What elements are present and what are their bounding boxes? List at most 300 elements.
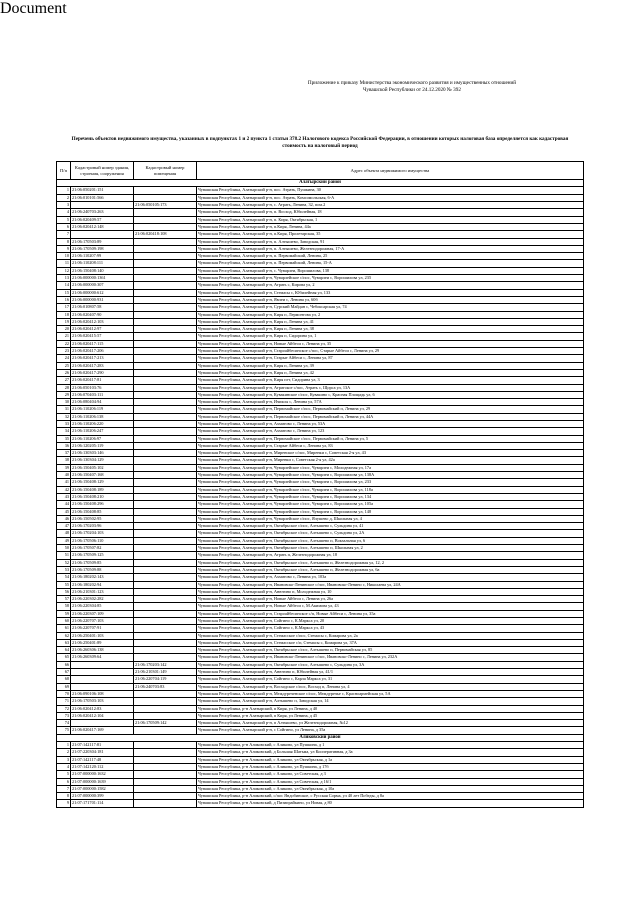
row-number: 38 <box>57 457 71 464</box>
row-number: 1 <box>57 187 71 194</box>
row-number: 15 <box>57 289 71 296</box>
table-row <box>57 742 584 749</box>
premise-cadastral-number <box>134 457 197 464</box>
table-row <box>57 683 584 690</box>
building-cadastral-number: 21:06:020417:115 <box>71 340 134 347</box>
building-cadastral-number: 21:06:020412:103 <box>71 318 134 325</box>
address: Чувашская Республика, Алатырский р-н, Октябрьское с/пос, Алтышево п, Школьная ул, 2 <box>197 545 584 552</box>
premise-cadastral-number <box>134 275 197 282</box>
address: Чувашская Республика, Алатырский р-н, п. Первомайский, Ленина, 15-А <box>197 260 584 267</box>
table-row <box>57 275 584 282</box>
premise-cadastral-number <box>134 647 197 654</box>
address: Чувашская Республика, Алатырский р-н, Анютино п, Юбилейная ул, 41/1 <box>197 669 584 676</box>
building-cadastral-number: 21:06:150408:189 <box>71 486 134 493</box>
col-header-premise: Кадастровый номер помещения <box>134 162 197 180</box>
premise-cadastral-number <box>134 552 197 559</box>
address: Чувашская Республика, Алатырский р-н, Анютино п, Молодежная ул, 10 <box>197 588 584 595</box>
premise-cadastral-number <box>134 369 197 376</box>
table-row <box>57 472 584 479</box>
premise-cadastral-number <box>134 690 197 697</box>
premise-cadastral-number <box>134 209 197 216</box>
row-number: 6 <box>57 223 71 230</box>
address: Чувашская Республика, Алатырский р-н, п. Алтышево, Заводская, 91 <box>197 238 584 245</box>
table-row <box>57 486 584 493</box>
table-row <box>57 296 584 303</box>
address: Чувашская Республика, Алатырский р-н, Ичиксы с, Ленина ул, 57А <box>197 399 584 406</box>
building-cadastral-number: 21:06:150408:210 <box>71 493 134 500</box>
table-row <box>57 720 584 727</box>
table-row <box>57 639 584 646</box>
address: Чувашская Республика, Алатырский р-н, Чуварлейское с/пос, Чуварлеи с, Ворошилова ул, 138А <box>197 472 584 479</box>
premise-cadastral-number <box>134 340 197 347</box>
address: Чувашская Республика, Алатырский р-н, Чуварлейское с/пос, Ялушево д, Школьная ул, 4 <box>197 515 584 522</box>
row-number: 35 <box>57 435 71 442</box>
address: Чувашская Республика, Алатырский р-н, Октябрьское с/пос, Алтышево п, Вокзальная ул, 6 <box>197 537 584 544</box>
row-number: 2 <box>57 749 71 756</box>
address: Чувашская Республика, Алатырский р-н, Новые Айбеси с, М.Акимова ул, 43 <box>197 603 584 610</box>
table-row <box>57 399 584 406</box>
premise-cadastral-number <box>134 355 197 362</box>
table-row <box>57 625 584 632</box>
building-cadastral-number: 21:06:050103:76 <box>71 384 134 391</box>
premise-cadastral-number <box>134 742 197 749</box>
row-number: 61 <box>57 625 71 632</box>
table-row <box>57 479 584 486</box>
address: Чувашская Республика, Алатырский р-н, Новые Айбеси с, Ленина ул, 35 <box>197 340 584 347</box>
building-cadastral-number: 21:06:020417:283 <box>71 362 134 369</box>
address: Чувашская Республика, Алатырский р-н, Старые Айбеси с, Ленина ул, 83 <box>197 442 584 449</box>
table-row <box>57 654 584 661</box>
premise-cadastral-number <box>134 618 197 625</box>
row-number: 47 <box>57 523 71 530</box>
building-cadastral-number: 21:06:220707:103 <box>71 618 134 625</box>
row-number: 50 <box>57 545 71 552</box>
building-cadastral-number: 21:06:170203:96 <box>71 523 134 530</box>
building-cadastral-number <box>71 231 134 238</box>
building-cadastral-number: 21:06:020417:213 <box>71 355 134 362</box>
premise-cadastral-number <box>134 245 197 252</box>
table-row <box>57 508 584 515</box>
row-number: 22 <box>57 340 71 347</box>
premise-cadastral-number <box>134 296 197 303</box>
building-cadastral-number: 21:06:000000:1361 <box>71 275 134 282</box>
table-row <box>57 318 584 325</box>
premise-cadastral-number <box>134 267 197 274</box>
row-number: 3 <box>57 756 71 763</box>
building-cadastral-number: 21:06:020412:148 <box>71 223 134 230</box>
building-cadastral-number: 21:06:170506:110 <box>71 537 134 544</box>
address: Чувашская Республика, Алатырский р-н, Явлеи с, Ленина ул, 60б <box>197 296 584 303</box>
table-row <box>57 333 584 340</box>
building-cadastral-number: 21:07:171701:114 <box>71 800 134 807</box>
address: Чувашская Республика, Алатырский р-н, пос. Атрать, Пушкина, 30 <box>197 187 584 194</box>
table-row <box>57 420 584 427</box>
table-row <box>57 187 584 194</box>
table-body <box>57 180 584 808</box>
table-row <box>57 355 584 362</box>
row-number: 3 <box>57 202 71 209</box>
premise-cadastral-number: 21:06:170509:142 <box>134 720 197 727</box>
premise-cadastral-number <box>134 486 197 493</box>
building-cadastral-number: 21:06:020407:90 <box>71 311 134 318</box>
address: Чувашская Республика, Алатырский р-н, Чуварлейское с/пос, Чуварлеи с, Ворошилова ул, 118а <box>197 486 584 493</box>
building-cadastral-number: 21:06:150408:129 <box>71 479 134 486</box>
premise-cadastral-number <box>134 223 197 230</box>
address: Чувашская Республика, Алатырский р-н, пос. Атрать, Комсомольская, 6-А <box>197 194 584 201</box>
premise-cadastral-number <box>134 712 197 719</box>
building-cadastral-number: 21:06:010101:566 <box>71 194 134 201</box>
table-row <box>57 537 584 544</box>
table-row <box>57 763 584 770</box>
table-row <box>57 501 584 508</box>
table-row <box>57 771 584 778</box>
row-number: 63 <box>57 639 71 646</box>
row-number: 66 <box>57 661 71 668</box>
table-row <box>57 530 584 537</box>
address: Чувашская Республика, Алатырский р-н, Первомайское с/пос, Первомайский п, Ленина ул, 29 <box>197 406 584 413</box>
premise-cadastral-number <box>134 493 197 500</box>
document-page <box>0 18 640 922</box>
address: Чувашская Республика, Алатырский р-н, Сойгино с, Карла Маркса ул, 31 <box>197 676 584 683</box>
address: Чувашская Республика, Алатырский р-н, Атрать п, Железнодорожная ул, 18 <box>197 552 584 559</box>
premise-cadastral-number <box>134 588 197 595</box>
premise-cadastral-number <box>134 377 197 384</box>
table-row <box>57 304 584 311</box>
table-row <box>57 515 584 522</box>
row-number: 57 <box>57 596 71 603</box>
table-row <box>57 406 584 413</box>
premise-cadastral-number <box>134 464 197 471</box>
row-number: 53 <box>57 566 71 573</box>
table-row <box>57 785 584 792</box>
row-number: 43 <box>57 493 71 500</box>
premise-cadastral-number <box>134 428 197 435</box>
table-row <box>57 588 584 595</box>
table-row <box>57 245 584 252</box>
table-row <box>57 749 584 756</box>
address: Чувашская Республика, Алатырский р-н, Киря п, Лермонтова ул, 2 <box>197 311 584 318</box>
table-row <box>57 428 584 435</box>
address: Чувашская Республика, Алатырский р-н, п. Киря, Октябрьская, 1 <box>197 216 584 223</box>
row-number: 4 <box>57 763 71 770</box>
address: Чувашская Республика, Алатырский р-н, Чуварлейское с/пос, Чуварлеи с, Ворошилова ул, 105а <box>197 501 584 508</box>
district-name: Алатырский район <box>57 180 584 187</box>
premise-cadastral-number <box>134 559 197 566</box>
building-cadastral-number: 21:06:170509:125 <box>71 552 134 559</box>
document-header <box>262 80 562 93</box>
row-number: 41 <box>57 479 71 486</box>
address: Чувашская Республика, Алатырский р-н, Сойгино с, К.Маркса ул, 43 <box>197 625 584 632</box>
building-cadastral-number: 21:07:220304:181 <box>71 749 134 756</box>
table-row <box>57 450 584 457</box>
building-cadastral-number: 21:06:120205:119 <box>71 442 134 449</box>
address: Чувашская Республика, р-н Аликовский, с Аликово, ул Советская, д 3 <box>197 771 584 778</box>
table-row <box>57 676 584 683</box>
premise-cadastral-number <box>134 610 197 617</box>
table-row <box>57 369 584 376</box>
address: Чувашская Республика, Алатырский р-н, п.Киря, Ленина, 44а <box>197 223 584 230</box>
property-table <box>56 161 584 808</box>
building-cadastral-number: 21:06:050201:151 <box>71 187 134 194</box>
premise-cadastral-number: 21:06:020418:108 <box>134 231 197 238</box>
building-cadastral-number: 21:06:150408:296 <box>71 501 134 508</box>
row-number: 12 <box>57 267 71 274</box>
premise-cadastral-number <box>134 311 197 318</box>
building-cadastral-number: 21:07:142120:112 <box>71 763 134 770</box>
row-number: 40 <box>57 472 71 479</box>
building-cadastral-number: 21:06:170509:85 <box>71 559 134 566</box>
address: Чувашская Республика, Алатырский р-н, Первомайское с/пос, Первомайский п, Ленина ул, 44А <box>197 413 584 420</box>
premise-cadastral-number <box>134 537 197 544</box>
address: Чувашская Республика, Алатырский р-н, Октябрьское с/пос, Алтышево с, Сульдина ул, 3А <box>197 661 584 668</box>
premise-cadastral-number <box>134 187 197 194</box>
table-row <box>57 523 584 530</box>
table-row <box>57 289 584 296</box>
premise-cadastral-number <box>134 785 197 792</box>
address: Чувашская Республика, Алатырский р-н, Киря п, Ленина ул, 39 <box>197 362 584 369</box>
address: Чувашская Республика, Алатырский р-н, п.Киря, Пролетарская, 35 <box>197 231 584 238</box>
building-cadastral-number: 21:06:110206:220 <box>71 420 134 427</box>
table-row <box>57 231 584 238</box>
address: Чувашская Республика, Алатырский р-н, п. Восход, Юбилейная, 18 <box>197 209 584 216</box>
row-number: 18 <box>57 311 71 318</box>
building-cadastral-number: 21:07:000000:1582 <box>71 785 134 792</box>
row-number: 71 <box>57 698 71 705</box>
table-row <box>57 238 584 245</box>
header-line-2: Чувашской Республики от 24.12.2020 № 392 <box>363 86 461 93</box>
building-cadastral-number: 21:06:090106:108 <box>71 690 134 697</box>
premise-cadastral-number <box>134 348 197 355</box>
table-row <box>57 712 584 719</box>
building-cadastral-number: 21:06:170509:88 <box>71 566 134 573</box>
row-number: 42 <box>57 486 71 493</box>
address: Чувашская Республика, Алатырский р-н, п. Первомайский, Ленина, 25 <box>197 253 584 260</box>
address: Чувашская Республика, р-н Аликовский, с Аликово, ул Октябрьская, д 10а <box>197 785 584 792</box>
table-row <box>57 705 584 712</box>
premise-cadastral-number <box>134 749 197 756</box>
building-cadastral-number: 21:06:150408:140 <box>71 267 134 274</box>
table-row <box>57 377 584 384</box>
address: Чувашская Республика, Алатырский р-н, Октябрьское с/пос, Алтышево п, Железнодорожная ул, 6а <box>197 566 584 573</box>
table-row <box>57 282 584 289</box>
table-row <box>57 698 584 705</box>
row-number: 54 <box>57 574 71 581</box>
address: Чувашская Республика, р-н Аликовский, с Аликово, ул Октябрьская, д 1а <box>197 756 584 763</box>
table-row <box>57 348 584 355</box>
building-cadastral-number: 21:06:110206:97 <box>71 435 134 442</box>
premise-cadastral-number <box>134 596 197 603</box>
premise-cadastral-number <box>134 384 197 391</box>
premise-cadastral-number <box>134 479 197 486</box>
premise-cadastral-number <box>134 515 197 522</box>
row-number: 33 <box>57 420 71 427</box>
premise-cadastral-number <box>134 238 197 245</box>
table-row <box>57 727 584 734</box>
premise-cadastral-number <box>134 282 197 289</box>
row-number: 4 <box>57 209 71 216</box>
table-row <box>57 596 584 603</box>
header-line-1: Приложение к приказу Министерства экономического развития и имущественных отношений <box>307 80 517 86</box>
building-cadastral-number: 21:07:142117:48 <box>71 756 134 763</box>
premise-cadastral-number <box>134 318 197 325</box>
building-cadastral-number: 21:06:110206:119 <box>71 406 134 413</box>
building-cadastral-number: 21:06:020412:83 <box>71 705 134 712</box>
premise-cadastral-number <box>134 194 197 201</box>
table-row <box>57 581 584 588</box>
premise-cadastral-number <box>134 420 197 427</box>
building-cadastral-number: 21:06:010807:58 <box>71 304 134 311</box>
row-number: 65 <box>57 654 71 661</box>
address: Чувашская Республика, р-н Аликовский, с Аликово, ул Пушкина, д 1 <box>197 742 584 749</box>
premise-cadastral-number <box>134 756 197 763</box>
premise-cadastral-number <box>134 304 197 311</box>
building-cadastral-number: 21:06:000000:931 <box>71 296 134 303</box>
premise-cadastral-number <box>134 639 197 646</box>
premise-cadastral-number <box>134 654 197 661</box>
address: Чувашская Республика, Алатырский р-н, с. Чуварлеи, Ворошилова, 138 <box>197 267 584 274</box>
address: Чувашская Республика, Алатырский р-н, Чуварлейское с/пос, Чуварлеи с, Ворошилова ул, 233 <box>197 479 584 486</box>
building-cadastral-number: 21:06:220302:282 <box>71 596 134 603</box>
building-cadastral-number: 21:06:260306:138 <box>71 647 134 654</box>
row-number: 19 <box>57 318 71 325</box>
address: Чувашская Республика, Алатырский р-н, с. Атрать, Ленина, 32, пом.2 <box>197 202 584 209</box>
table-row <box>57 618 584 625</box>
table-row <box>57 793 584 800</box>
address: Чувашская Республика, Алатырский р-н, Восходское с/пос, Восход п, Ленина ул, 4 <box>197 683 584 690</box>
building-cadastral-number: 21:06:260309:64 <box>71 654 134 661</box>
premise-cadastral-number <box>134 413 197 420</box>
address: Чувашская Республика, Алатырский р-н, Октябрьское с/пос, Алтышево п, Железнодорожная ул, 12, 2 <box>197 559 584 566</box>
row-number: 6 <box>57 778 71 785</box>
premise-cadastral-number <box>134 632 197 639</box>
premise-cadastral-number <box>134 778 197 785</box>
address: Чувашская Республика, Алатырский р-н, Староайбесинское с/пос, Старые Айбеси с, Ленина ул, 29 <box>197 348 584 355</box>
premise-cadastral-number: 21:06:170203:142 <box>134 661 197 668</box>
building-cadastral-number: 21:06:020417:81 <box>71 377 134 384</box>
address: Чувашская Республика, р-н Аликовский, д Большая Шатьма, ул Кооперативная, д 3а <box>197 749 584 756</box>
row-number: 55 <box>57 581 71 588</box>
building-cadastral-number: 21:06:020412:104 <box>71 712 134 719</box>
table-row <box>57 340 584 347</box>
address: Чувашская Республика, Алатырский р-н, Чуварлейское с/пос, Чуварлеи с, Ворошилова ул, 235 <box>197 275 584 282</box>
address: Чувашская Республика, Алатырский р-н, п Алтышево, ул Железнодорожная, №12 <box>197 720 584 727</box>
row-number: 37 <box>57 450 71 457</box>
table-row <box>57 326 584 333</box>
premise-cadastral-number <box>134 326 197 333</box>
building-cadastral-number: 21:06:170204:103 <box>71 530 134 537</box>
building-cadastral-number: 21:06:020417:290 <box>71 369 134 376</box>
row-number: 9 <box>57 800 71 807</box>
row-number: 1 <box>57 742 71 749</box>
building-cadastral-number: 21:06:020417:206 <box>71 348 134 355</box>
row-number: 20 <box>57 326 71 333</box>
table-row <box>57 552 584 559</box>
premise-cadastral-number <box>134 399 197 406</box>
table-row <box>57 756 584 763</box>
building-cadastral-number: 21:06:170509:198 <box>71 245 134 252</box>
row-number: 52 <box>57 559 71 566</box>
building-cadastral-number: 21:06:020412:97 <box>71 326 134 333</box>
address: Чувашская Республика, р-н Аликовский, с/пос Яндобинское, с Русская Сорма, ул 40 лет Победы, д 8а <box>197 793 584 800</box>
table-row <box>57 464 584 471</box>
row-number: 5 <box>57 216 71 223</box>
building-cadastral-number: 21:06:180202:94 <box>71 581 134 588</box>
row-number: 64 <box>57 647 71 654</box>
building-cadastral-number: 21:07:000000:399 <box>71 793 134 800</box>
address: Чувашская Республика, Алатырский р-н, Ивановско-Ленинское с/пос, Ивановско-Ленино с, Николаева ул, 24А <box>197 581 584 588</box>
address: Чувашская Республика, Алатырский р-н, Новые Айбеси с, Ленина ул, 26а <box>197 596 584 603</box>
col-header-num: П/п <box>57 162 71 180</box>
row-number: 9 <box>57 245 71 252</box>
address: Чувашская Республика, Алатырский р-н, Междуреченское с/пос, Междуречье с, Красноармейская ул, 5А <box>197 690 584 697</box>
table-row <box>57 545 584 552</box>
address: Чувашская Республика, Алатырский р-н, Атратское с/пос, Атрать с, Щорса ул, 13А <box>197 384 584 391</box>
table-row <box>57 391 584 398</box>
table-row <box>57 778 584 785</box>
row-number: 70 <box>57 690 71 697</box>
row-number: 39 <box>57 464 71 471</box>
table-row <box>57 669 584 676</box>
building-cadastral-number: 21:06:250401:103 <box>71 632 134 639</box>
premise-cadastral-number <box>134 727 197 734</box>
premise-cadastral-number <box>134 216 197 223</box>
row-number: 21 <box>57 333 71 340</box>
row-number: 45 <box>57 508 71 515</box>
row-number: 62 <box>57 632 71 639</box>
building-cadastral-number: 21:06:180202:143 <box>71 574 134 581</box>
table-row <box>57 457 584 464</box>
premise-cadastral-number <box>134 625 197 632</box>
address: Чувашская Республика, р-н Аликовский, с Аликово, ул Советская, д 16/1 <box>197 778 584 785</box>
address: Чувашская Республика, Алатырский р-н, Киря п, Сидорина ул, 1 <box>197 333 584 340</box>
premise-cadastral-number: 21:06:220704:119 <box>134 676 197 683</box>
address: Чувашская Республика, Алатырский р-н, Первомайское с/пос, Первомайский п, Ленина ул, 5 <box>197 435 584 442</box>
building-cadastral-number: 21:06:170503:103 <box>71 698 134 705</box>
table-row <box>57 362 584 369</box>
row-number: 7 <box>57 785 71 792</box>
row-number: 17 <box>57 304 71 311</box>
address: Чувашская Республика, Алатырский р-н, Староайбесинское с/п, Новые Айбеси с, Ленина ул, 35а <box>197 610 584 617</box>
address: Чувашская Республика, Алатырский р-н, Чуварлейское с/пос, Чуварлеи с, Молодежная ул, 17а <box>197 464 584 471</box>
table-row <box>57 493 584 500</box>
premise-cadastral-number <box>134 406 197 413</box>
building-cadastral-number: 21:07:142117:81 <box>71 742 134 749</box>
premise-cadastral-number <box>134 472 197 479</box>
premise-cadastral-number <box>134 442 197 449</box>
building-cadastral-number: 21:06:020417:169 <box>71 727 134 734</box>
address: Чувашская Республика, Алатырский р-н, Алтышево п, Заводская ул, 14 <box>197 698 584 705</box>
document-title: Перечень объектов недвижимого имущества, указанных в подпунктах 1 и 2 пункта 1 статьи 378.2 Налогового кодекса Российской Федерации, в отношении которых налоговая база определяется как кадастровая стоимость на налоговый период <box>71 136 569 149</box>
address: Чувашская Республика, Алатырский р-н, Киря п, Ленина ул, 41 <box>197 318 584 325</box>
row-number: 67 <box>57 669 71 676</box>
row-number: 51 <box>57 552 71 559</box>
table-header-row <box>57 162 584 180</box>
table-row <box>57 260 584 267</box>
building-cadastral-number: 21:06:110206:138 <box>71 413 134 420</box>
address: Чувашская Республика, Алатырский р-н, Стемасское с/п, Стемасы с, Комарова ул, 37А <box>197 639 584 646</box>
building-cadastral-number: 21:06:170507:82 <box>71 545 134 552</box>
building-cadastral-number: 21:06:210301:123 <box>71 588 134 595</box>
premise-cadastral-number <box>134 763 197 770</box>
address: Чувашская Республика, р-н Алатырский, п Киря, ул Ленина, д 45 <box>197 712 584 719</box>
address: Чувашская Республика, Алатырский р-н, Ахматово с, Ленина ул, 53А <box>197 420 584 427</box>
premise-cadastral-number <box>134 523 197 530</box>
row-number: 60 <box>57 618 71 625</box>
building-cadastral-number: 21:06:080404:94 <box>71 399 134 406</box>
premise-cadastral-number <box>134 566 197 573</box>
building-cadastral-number <box>71 720 134 727</box>
row-number: 5 <box>57 771 71 778</box>
